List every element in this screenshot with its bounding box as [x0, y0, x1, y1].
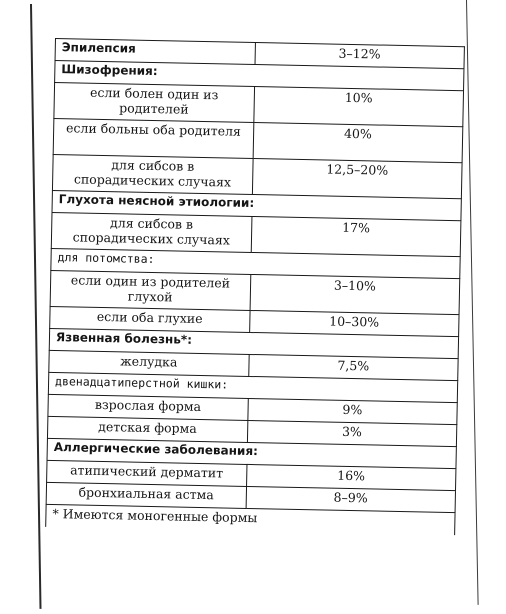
row-label: для сибсов в спорадических случаях — [51, 212, 251, 252]
row-value: 3% — [247, 420, 457, 446]
section-heading: Шизофрения: — [55, 61, 464, 91]
row-label: если один из родителей глухой — [50, 270, 250, 310]
row-label: взрослая форма — [48, 394, 248, 420]
section-heading: Глухота неясной этиологии: — [52, 190, 461, 220]
row-value: 16% — [246, 464, 456, 490]
row-value: 10–30% — [249, 310, 459, 336]
row-value: 40% — [253, 123, 463, 163]
row-value: 9% — [248, 398, 458, 424]
risk-table — [45, 38, 465, 535]
page-edge-right — [466, 0, 479, 605]
row-value: 8–9% — [246, 486, 456, 512]
row-value: 12,5–20% — [252, 158, 462, 198]
row-label: атипический дерматит — [47, 460, 247, 486]
row-label: если оба глухие — [50, 306, 250, 332]
section-heading: для потомства: — [51, 248, 460, 278]
risk-table-body — [46, 39, 465, 535]
page-edge-left — [30, 4, 42, 609]
row-value: 17% — [251, 216, 461, 256]
row-label: Эпилепсия — [55, 39, 255, 65]
section-heading: двенадцатиперстной кишки: — [48, 372, 457, 402]
row-value: 3–10% — [250, 274, 460, 314]
row-label: бронхиальная астма — [46, 482, 246, 508]
row-label: для сибсов в спорадических случаях — [52, 154, 252, 194]
row-value: 10% — [253, 87, 463, 127]
row-value: 3–12% — [255, 43, 465, 69]
row-label: если больны оба родителя — [53, 118, 253, 158]
row-label: детская форма — [47, 416, 247, 442]
footnote: * Имеются моногенные формы — [46, 504, 455, 534]
row-value: 7,5% — [248, 354, 458, 380]
risk-table-container — [45, 38, 465, 535]
row-label: желудка — [49, 350, 249, 376]
row-label: если болен один из родителей — [54, 83, 254, 123]
section-heading: Аллергические заболевания: — [47, 438, 456, 468]
section-heading: Язвенная болезнь*: — [49, 328, 458, 358]
